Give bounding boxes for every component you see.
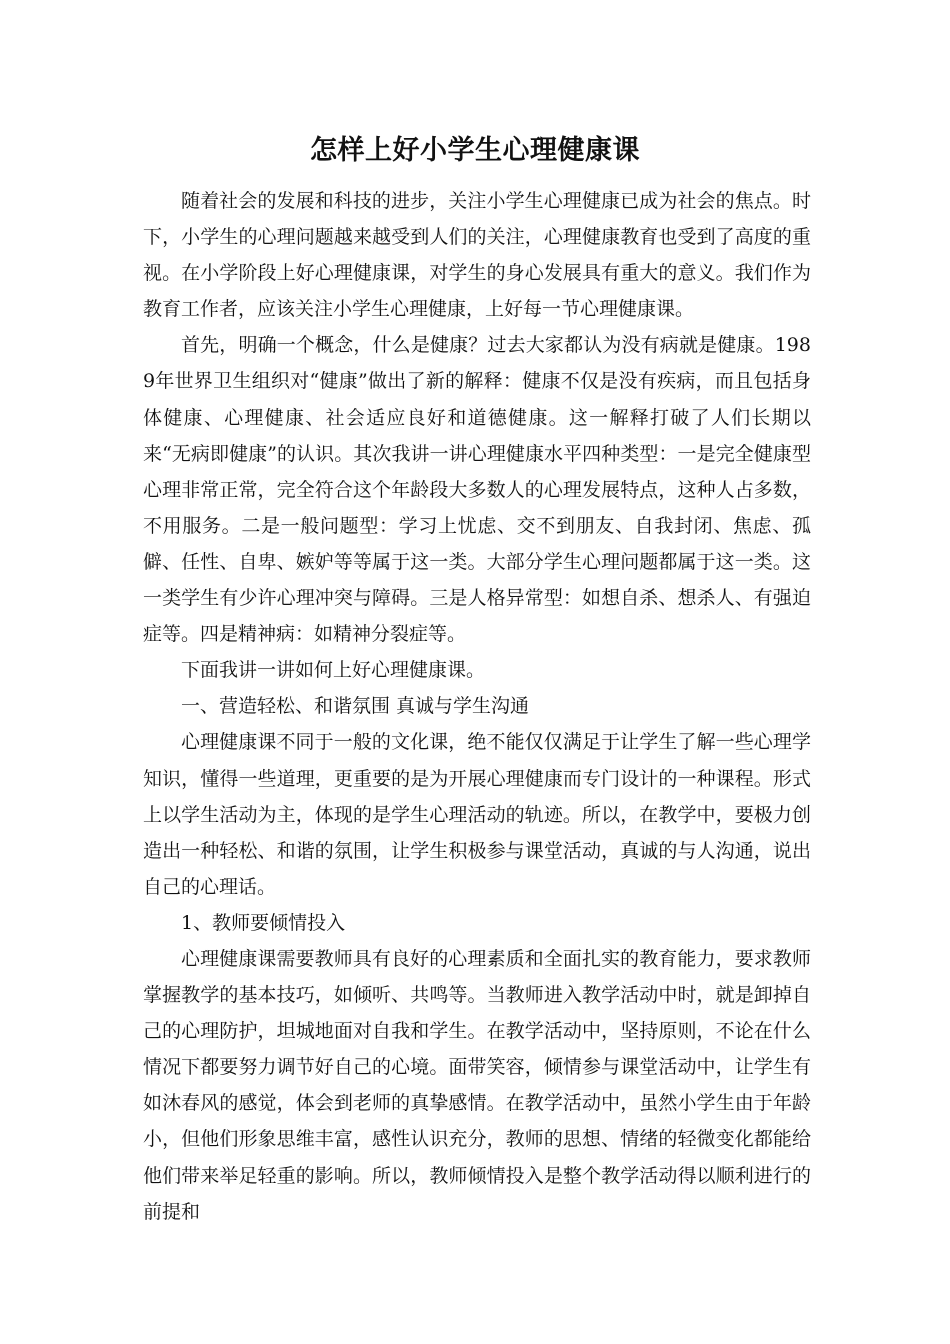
paragraph-transition: 下面我讲一讲如何上好心理健康课。	[181, 659, 486, 682]
paragraph-section-1: 心理健康课不同于一般的文化课，绝不能仅仅满足于让学生了解一些心理学知识，懂得一些道理，更重要的是为开展心理健康而专门设计的一种课程。形式上以学生活动为主，体现的是学生心理活动的轨迹。所以，在教学中，要极力创造出一种轻松、和谐的氛围，让学生积极参与课堂活动，真诚的与人沟通，说出自己的心理话。	[143, 731, 811, 898]
document-title: 怎样上好小学生心理健康课	[310, 135, 640, 166]
paragraph-health-definition: 首先，明确一个概念，什么是健康？过去大家都认为没有病就是健康。1989年世界卫生组织对“健康”做出了新的解释：健康不仅是没有疾病，而且包括身体健康、心理健康、社会适应良好和道德健康。这一解释打破了人们长期以来“无病即健康”的认识。其次我讲一讲心理健康水平四种类型：一是完全健康型心理非常正常，完全符合这个年龄段大多数人的心理发展特点，这种人占多数，不用服务。二是一般问题型：学习上忧虑、交不到朋友、自我封闭、焦虑、孤僻、任性、自卑、嫉妒等等属于这一类。大部分学生心理问题都属于这一类。这一类学生有少许心理冲突与障碍。三是人格异常型：如想自杀、想杀人、有强迫症等。四是精神病：如精神分裂症等。	[143, 334, 811, 646]
paragraph-intro: 随着社会的发展和科技的进步，关注小学生心理健康已成为社会的焦点。时下，小学生的心理问题越来越受到人们的关注，心理健康教育也受到了高度的重视。在小学阶段上好心理健康课，对学生的身心发展具有重大的意义。我们作为教育工作者，应该关注小学生心理健康，上好每一节心理健康课。	[143, 190, 811, 321]
paragraph-subsection-1: 心理健康课需要教师具有良好的心理素质和全面扎实的教育能力，要求教师掌握教学的基本技巧，如倾听、共鸣等。当教师进入教学活动中时，就是卸掉自己的心理防护，坦城地面对自我和学生。在教学活动中，坚持原则，不论在什么情况下都要努力调节好自己的心境。面带笑容，倾情参与课堂活动中，让学生有如沐春风的感觉，体会到老师的真挚感情。在教学活动中，虽然小学生由于年龄小，但他们形象思维丰富，感性认识充分，教师的思想、情绪的轻微变化都能给他们带来举足轻重的影响。所以，教师倾情投入是整个教学活动得以顺利进行的前提和	[143, 947, 811, 1223]
document-body	[143, 183, 811, 1230]
subsection-heading-1: 1、教师要倾情投入	[181, 911, 346, 934]
section-heading-1: 一、营造轻松、和谐氛围 真诚与学生沟通	[181, 695, 530, 718]
